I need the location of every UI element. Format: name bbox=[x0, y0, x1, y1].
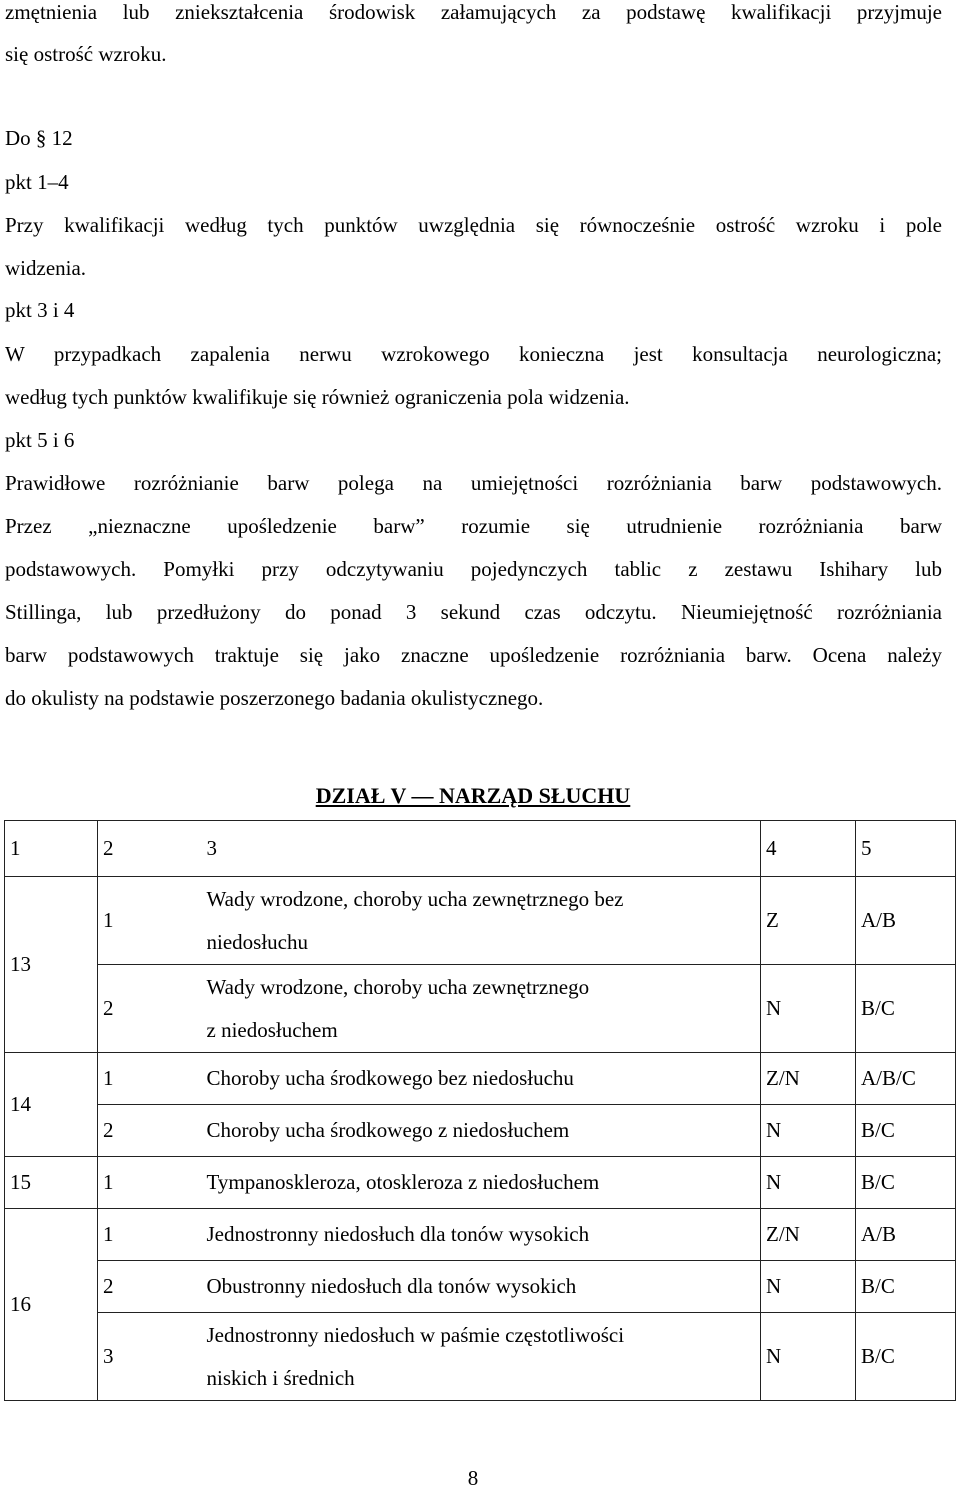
text-line: według tych punktów kwalifikuje się również ograniczenia pola widzenia. bbox=[5, 385, 630, 409]
point-cell: 2 bbox=[98, 1261, 202, 1313]
paragraph-cell: 13 bbox=[5, 877, 98, 1053]
paragraph-cell: 14 bbox=[5, 1053, 98, 1157]
description-cell: Choroby ucha środkowego z niedosłuchem bbox=[202, 1105, 761, 1157]
header-cell: 4 bbox=[761, 821, 856, 877]
description-cell: Obustronny niedosłuch dla tonów wysokich bbox=[202, 1261, 761, 1313]
category-cell: N bbox=[761, 1105, 856, 1157]
table-row bbox=[5, 965, 956, 1053]
description-cell bbox=[202, 1313, 761, 1401]
text-line: pkt 1–4 bbox=[5, 170, 69, 194]
group-cell: A/B bbox=[856, 877, 956, 965]
text-line: pkt 3 i 4 bbox=[5, 298, 75, 322]
description-cell bbox=[202, 877, 761, 965]
table-row bbox=[5, 1261, 956, 1313]
point-cell: 3 bbox=[98, 1313, 202, 1401]
table-row bbox=[5, 1313, 956, 1401]
text-line: Przy kwalifikacji według tych punktów uwzględnia się równocześnie ostrość wzroku i pole bbox=[5, 213, 942, 237]
point-cell: 1 bbox=[98, 1157, 202, 1209]
header-cell: 2 bbox=[98, 821, 202, 877]
description-cell: Tympanoskleroza, otoskleroza z niedosłuchem bbox=[202, 1157, 761, 1209]
description-cell: Choroby ucha środkowego bez niedosłuchu bbox=[202, 1053, 761, 1105]
point-cell: 2 bbox=[98, 1105, 202, 1157]
description-line: niskich i średnich bbox=[206, 1365, 355, 1390]
table-header-row bbox=[5, 821, 956, 877]
group-cell: B/C bbox=[856, 1105, 956, 1157]
category-cell: Z/N bbox=[761, 1053, 856, 1105]
table-row bbox=[5, 1105, 956, 1157]
text-line: pkt 5 i 6 bbox=[5, 428, 75, 452]
category-cell: N bbox=[761, 1261, 856, 1313]
description-line: z niedosłuchem bbox=[206, 1017, 338, 1042]
point-cell: 2 bbox=[98, 965, 202, 1053]
text-line: do okulisty na podstawie poszerzonego badania okulistycznego. bbox=[5, 686, 544, 710]
text-line: zmętnienia lub zniekształcenia środowisk załamujących za podstawę kwalifikacji przyjmuje bbox=[5, 0, 942, 24]
description-cell: Jednostronny niedosłuch dla tonów wysokich bbox=[202, 1209, 761, 1261]
table-row bbox=[5, 1157, 956, 1209]
description-line: niedosłuchu bbox=[206, 929, 308, 954]
group-cell: B/C bbox=[856, 1157, 956, 1209]
qualification-table bbox=[4, 820, 956, 1401]
section-title: DZIAŁ V — NARZĄD SŁUCHU bbox=[315, 783, 631, 808]
description-line: Jednostronny niedosłuch w paśmie częstotliwości bbox=[206, 1322, 625, 1347]
header-cell: 5 bbox=[856, 821, 956, 877]
header-cell: 1 bbox=[5, 821, 98, 877]
header-cell: 3 bbox=[202, 821, 761, 877]
group-cell: A/B/C bbox=[856, 1053, 956, 1105]
text-line: Do § 12 bbox=[5, 126, 73, 150]
description-line: Wady wrodzone, choroby ucha zewnętrznego bbox=[206, 974, 590, 999]
point-cell: 1 bbox=[98, 1053, 202, 1105]
text-line: się ostrość wzroku. bbox=[5, 42, 167, 66]
text-line: W przypadkach zapalenia nerwu wzrokowego konieczna jest konsultacja neurologiczna; bbox=[5, 342, 942, 366]
category-cell: N bbox=[761, 1313, 856, 1401]
description-cell bbox=[202, 965, 761, 1053]
text-line: podstawowych. Pomyłki przy odczytywaniu pojedynczych tablic z zestawu Ishihary lub bbox=[5, 557, 942, 581]
category-cell: Z/N bbox=[761, 1209, 856, 1261]
text-line: Przez „nieznaczne upośledzenie barw” rozumie się utrudnienie rozróżniania barw bbox=[5, 514, 942, 538]
group-cell: B/C bbox=[856, 965, 956, 1053]
group-cell: A/B bbox=[856, 1209, 956, 1261]
category-cell: Z bbox=[761, 877, 856, 965]
page-number: 8 bbox=[467, 1466, 479, 1490]
point-cell: 1 bbox=[98, 877, 202, 965]
point-cell: 1 bbox=[98, 1209, 202, 1261]
group-cell: B/C bbox=[856, 1313, 956, 1401]
text-line: Stillinga, lub przedłużony do ponad 3 sekund czas odczytu. Nieumiejętność rozróżniania bbox=[5, 600, 942, 624]
paragraph-cell: 16 bbox=[5, 1209, 98, 1401]
text-line: Prawidłowe rozróżnianie barw polega na umiejętności rozróżniania barw podstawowych. bbox=[5, 471, 942, 495]
paragraph-cell: 15 bbox=[5, 1157, 98, 1209]
description-line: Wady wrodzone, choroby ucha zewnętrznego bez bbox=[206, 886, 624, 911]
text-line: widzenia. bbox=[5, 256, 87, 280]
text-line: barw podstawowych traktuje się jako znaczne upośledzenie rozróżniania barw. Ocena należy bbox=[5, 643, 942, 667]
table-row bbox=[5, 1209, 956, 1261]
category-cell: N bbox=[761, 965, 856, 1053]
category-cell: N bbox=[761, 1157, 856, 1209]
table-row bbox=[5, 877, 956, 965]
table-row bbox=[5, 1053, 956, 1105]
group-cell: B/C bbox=[856, 1261, 956, 1313]
